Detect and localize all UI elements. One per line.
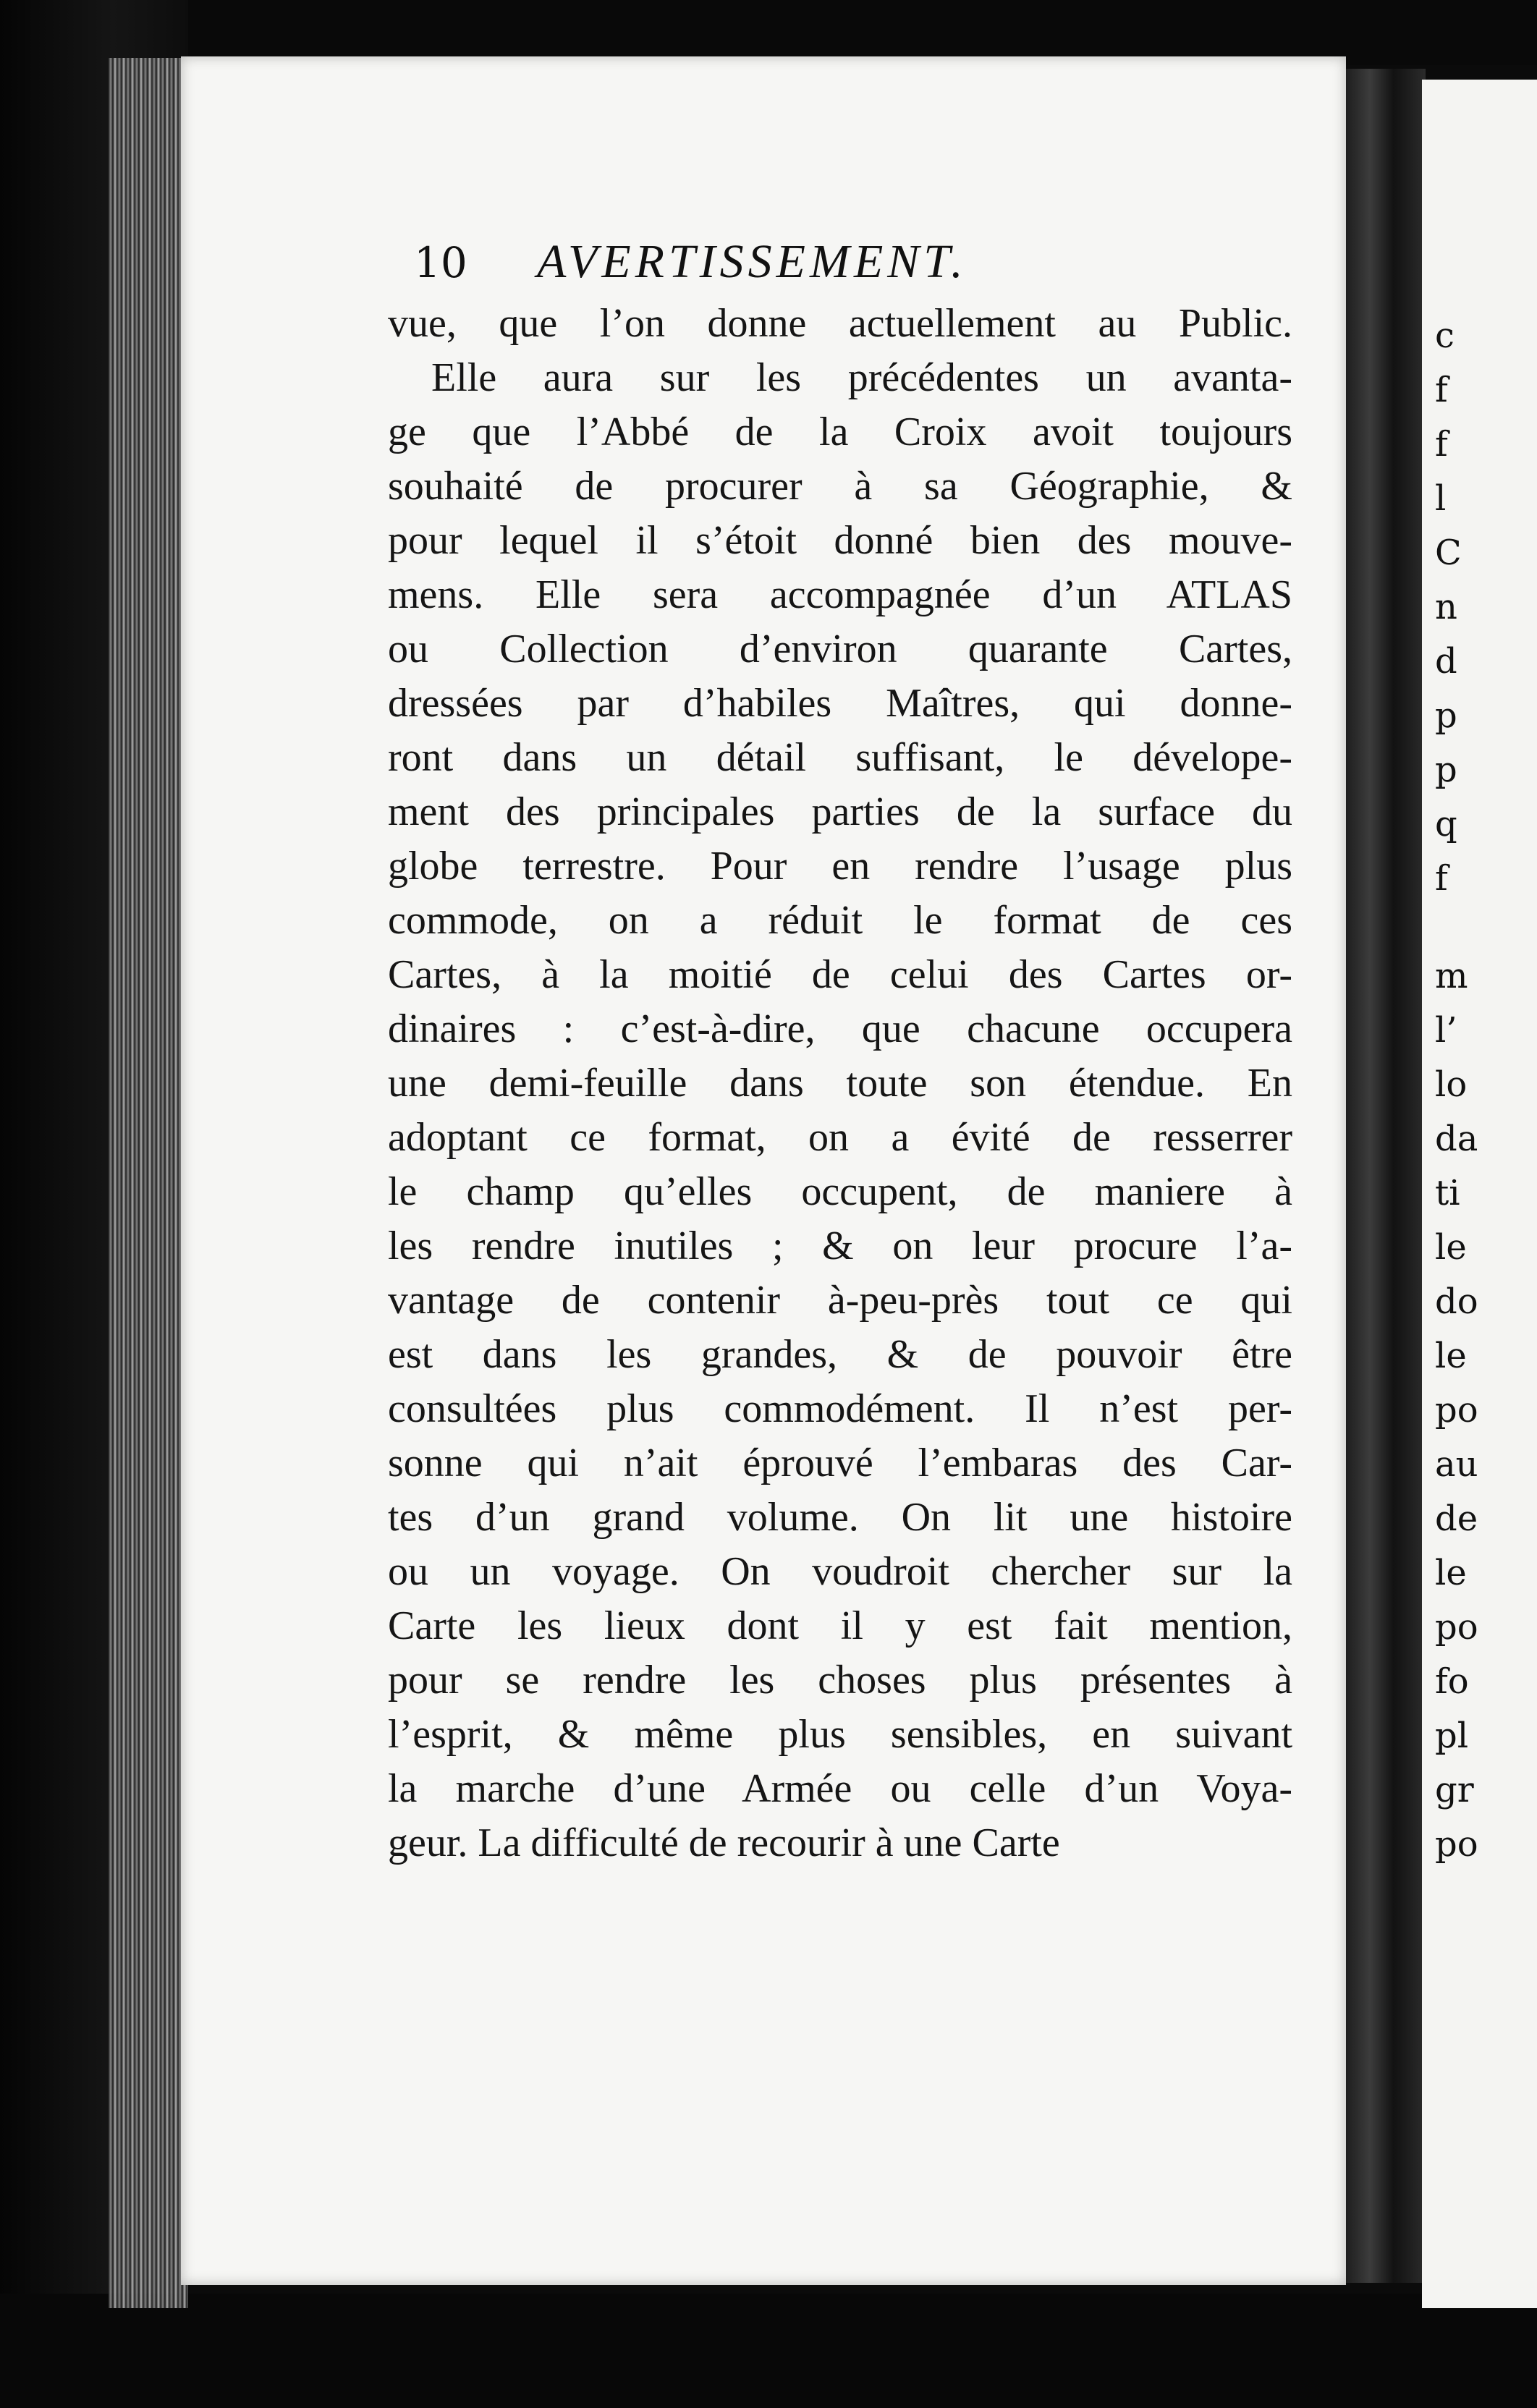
running-head <box>414 234 1318 292</box>
text-line: l’esprit, & même plus sensibles, en suivant <box>388 1712 1292 1757</box>
text-line: ou un voyage. On voudroit chercher sur la <box>388 1549 1292 1594</box>
text-line: ment des principales parties de la surface du <box>388 789 1292 834</box>
facing-page-fragment: f <box>1435 370 1448 410</box>
scan-background-top <box>0 0 1537 65</box>
book-gutter <box>1346 69 1426 2283</box>
text-line: ront dans un détail suffisant, le dévelope- <box>388 735 1292 780</box>
text-line: Cartes, à la moitié de celui des Cartes or- <box>388 952 1292 997</box>
facing-page-fragment: pl <box>1435 1716 1469 1756</box>
page-title: AVERTISSEMENT. <box>537 235 967 288</box>
facing-page-fragment: ti <box>1435 1173 1460 1213</box>
text-line: une demi-feuille dans toute son étendue. En <box>388 1061 1292 1106</box>
facing-page-fragment: c <box>1435 315 1455 356</box>
text-line: adoptant ce format, on a évité de resserrer <box>388 1115 1292 1160</box>
text-line: Carte les lieux dont il y est fait mention, <box>388 1603 1292 1648</box>
text-line: Elle aura sur les précédentes un avanta- <box>431 355 1292 400</box>
facing-page-fragment: f <box>1435 424 1448 465</box>
text-line: commode, on a réduit le format de ces <box>388 898 1292 943</box>
page-number: 10 <box>414 238 467 287</box>
text-line: la marche d’une Armée ou celle d’un Voya- <box>388 1766 1292 1811</box>
facing-page-fragment: le <box>1435 1227 1467 1268</box>
text-line: souhaité de procurer à sa Géographie, & <box>388 464 1292 509</box>
facing-page-fragment: C <box>1435 533 1462 573</box>
text-line: le champ qu’elles occupent, de maniere à <box>388 1169 1292 1214</box>
text-line: les rendre inutiles ; & on leur procure l’a- <box>388 1224 1292 1268</box>
text-line: consultées plus commodément. Il n’est per- <box>388 1386 1292 1431</box>
text-line: dinaires : c’est-à-dire, que chacune occupera <box>388 1006 1292 1051</box>
facing-page-fragment: lo <box>1435 1064 1468 1105</box>
facing-page-fragment: gr <box>1435 1770 1474 1810</box>
page-edge-stack <box>109 58 188 2308</box>
text-line: pour lequel il s’étoit donné bien des mouve- <box>388 518 1292 563</box>
text-line: sonne qui n’ait éprouvé l’embaras des Car- <box>388 1441 1292 1485</box>
facing-page-fragment: po <box>1435 1824 1478 1865</box>
scan-background-bottom <box>0 2294 1537 2408</box>
text-line: globe terrestre. Pour en rendre l’usage plus <box>388 844 1292 889</box>
facing-page-fragment: de <box>1435 1498 1478 1539</box>
facing-page-fragment: m <box>1435 956 1468 996</box>
facing-page-fragment: q <box>1435 804 1457 844</box>
text-line: mens. Elle sera accompagnée d’un ATLAS <box>388 572 1292 617</box>
facing-page <box>1422 80 1537 2308</box>
facing-page-fragment: le <box>1435 1553 1467 1593</box>
text-line: ou Collection d’environ quarante Cartes, <box>388 627 1292 671</box>
facing-page-fragment: au <box>1435 1444 1478 1485</box>
facing-page-fragment: le <box>1435 1336 1467 1376</box>
facing-page-fragment: p <box>1435 695 1457 736</box>
text-line: dressées par d’habiles Maîtres, qui donne- <box>388 681 1292 726</box>
text-line: pour se rendre les choses plus présentes à <box>388 1658 1292 1703</box>
text-line: tes d’un grand volume. On lit une histoire <box>388 1495 1292 1540</box>
body-text <box>388 297 1292 1870</box>
text-line: vue, que l’on donne actuellement au Public. <box>388 301 1292 346</box>
facing-page-fragment: l’ <box>1435 1010 1457 1051</box>
facing-page-fragment: da <box>1435 1119 1478 1159</box>
facing-page-fragment: fo <box>1435 1661 1469 1702</box>
facing-page-fragment: f <box>1435 858 1448 899</box>
facing-page-fragment: do <box>1435 1281 1478 1322</box>
facing-page-fragment: d <box>1435 641 1457 682</box>
text-line: est dans les grandes, & de pouvoir être <box>388 1332 1292 1377</box>
facing-page-fragment: n <box>1435 587 1457 627</box>
facing-page-fragment: po <box>1435 1607 1478 1648</box>
text-line: geur. La difficulté de recourir à une Carte <box>388 1820 1060 1865</box>
facing-page-fragment: p <box>1435 750 1457 790</box>
facing-page-fragment: l <box>1435 478 1447 519</box>
text-line: vantage de contenir à-peu-près tout ce qui <box>388 1278 1292 1323</box>
facing-page-fragment: po <box>1435 1390 1478 1430</box>
text-line: ge que l’Abbé de la Croix avoit toujours <box>388 410 1292 454</box>
